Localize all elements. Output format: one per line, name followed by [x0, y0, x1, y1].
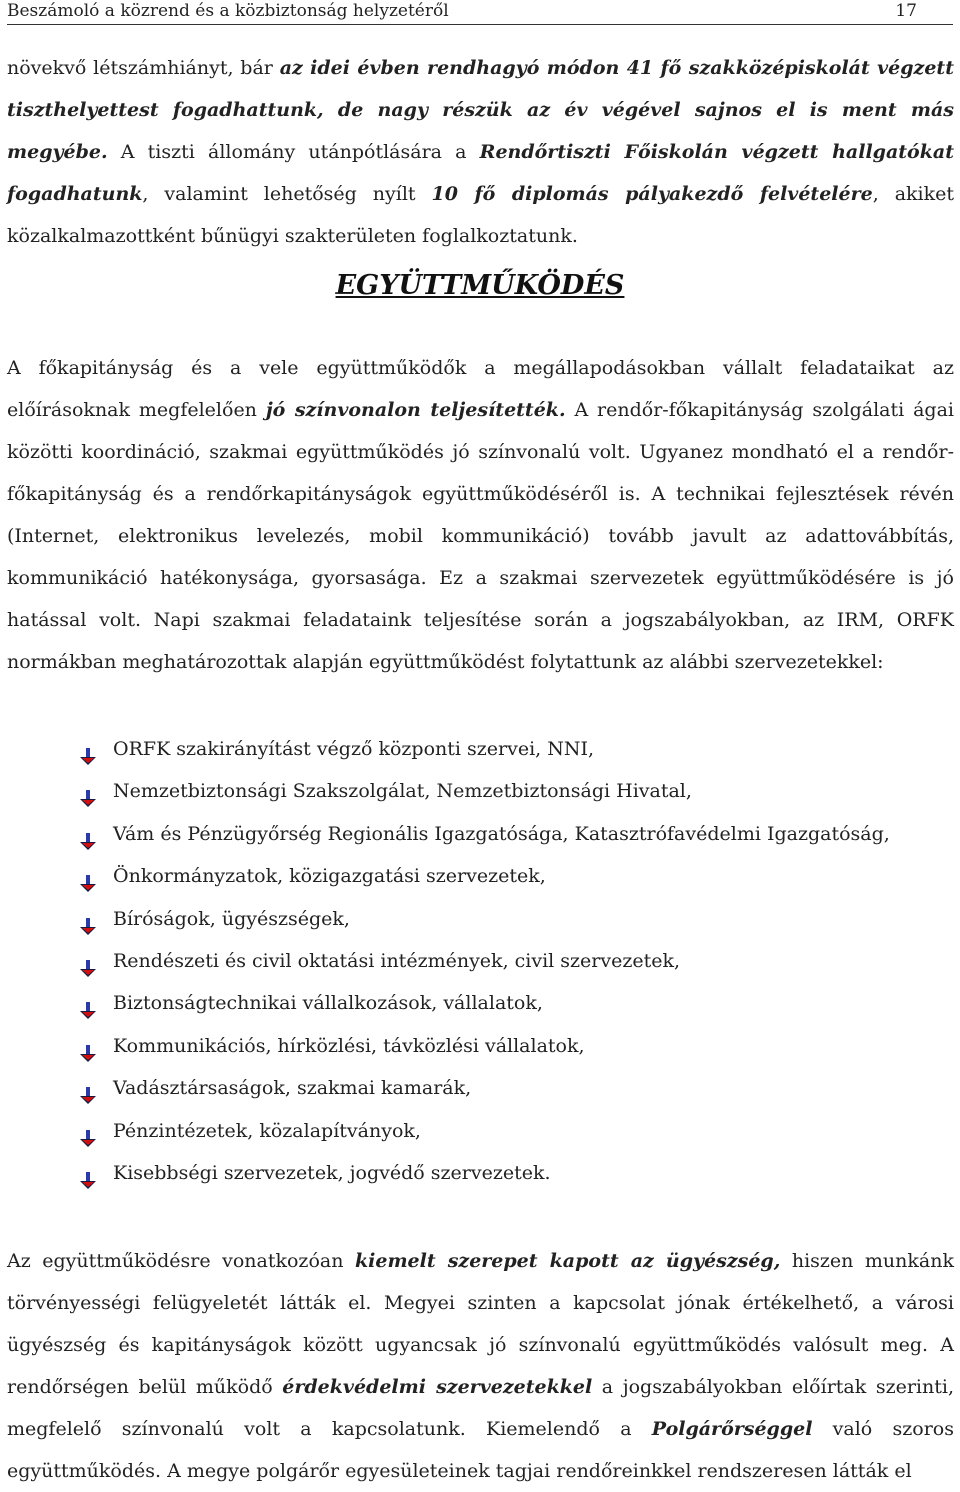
list-item-label: Vám és Pénzügyőrség Regionális Igazgatósága, Katasztrófavédelmi Igazgatóság, — [113, 822, 890, 845]
emphasis-run: Polgárőrséggel — [651, 1418, 813, 1440]
partner-list — [80, 728, 940, 1194]
emphasis-run: kiemelt szerepet kapott az ügyészség, — [354, 1250, 781, 1272]
arrow-down-bullet-icon — [80, 739, 96, 757]
list-item — [80, 940, 940, 982]
list-item-label: Biztonságtechnikai vállalkozások, vállalatok, — [113, 992, 543, 1015]
paragraph-staffing — [7, 47, 954, 257]
list-item — [80, 855, 940, 897]
list-item-label: ORFK szakirányítást végző központi szervei, NNI, — [113, 738, 595, 760]
text-run: való szoros együttműködés. A megye polgárőr egyesületeinek tagjai rendőreinkkel rendszeresen látták el — [7, 1418, 954, 1482]
text-run: A tiszti állomány utánpótlására a — [107, 141, 480, 163]
arrow-down-bullet-icon — [80, 824, 96, 842]
arrow-down-bullet-icon — [80, 1078, 96, 1096]
page-header — [7, 0, 953, 25]
list-item-label: Rendészeti és civil oktatási intézmények, civil szervezetek, — [113, 949, 681, 972]
list-item — [80, 1152, 940, 1194]
text-run: , valamint lehetőség nyílt — [142, 183, 432, 205]
arrow-down-bullet-icon — [80, 1163, 96, 1181]
list-item — [80, 898, 940, 940]
header-title: Beszámoló a közrend és a közbiztonság helyzetéről — [7, 1, 449, 21]
list-item-label: Nemzetbiztonsági Szakszolgálat, Nemzetbiztonsági Hivatal, — [113, 780, 692, 803]
text-run: , akiket közalkalmazottként bűnügyi szakterületen foglalkoztatunk. — [7, 183, 955, 247]
arrow-down-bullet-icon — [80, 909, 96, 927]
paragraph-cooperation — [7, 347, 954, 683]
list-item — [80, 813, 940, 855]
list-item — [80, 770, 940, 812]
arrow-down-bullet-icon — [80, 1121, 96, 1139]
arrow-down-bullet-icon — [80, 1036, 96, 1054]
emphasis-run: érdekvédelmi szervezetekkel — [282, 1376, 593, 1398]
list-item-label: Kisebbségi szervezetek, jogvédő szervezetek. — [113, 1161, 551, 1184]
text-run: A főkapitányság és a vele együttműködők a megállapodásokban vállalt feladataikat az előírásoknak megfelelően — [7, 357, 954, 421]
section-heading: EGYÜTTMŰKÖDÉS — [335, 270, 625, 301]
emphasis-run: 10 fő diplomás pályakezdő felvételére — [431, 183, 873, 205]
list-item-label: Kommunikációs, hírközlési, távközlési vállalatok, — [113, 1034, 585, 1057]
page-number: 17 — [895, 1, 917, 21]
text-run: növekvő létszámhiányt, bár — [7, 57, 280, 79]
list-item-label: Bíróságok, ügyészségek, — [113, 907, 350, 930]
emphasis-run: Rendőrtiszti Főiskolán végzett hallgatókat fogadhatunk — [7, 141, 954, 205]
text-run: Az együttműködésre vonatkozóan — [7, 1250, 355, 1272]
arrow-down-bullet-icon — [80, 993, 96, 1011]
list-item — [80, 1067, 940, 1109]
paragraph-prosecution — [7, 1240, 954, 1492]
arrow-down-bullet-icon — [80, 781, 96, 799]
list-item — [80, 1025, 940, 1067]
arrow-down-bullet-icon — [80, 951, 96, 969]
arrow-down-bullet-icon — [80, 866, 96, 884]
list-item-label: Önkormányzatok, közigazgatási szervezetek, — [113, 865, 546, 888]
list-item-label: Pénzintézetek, közalapítványok, — [113, 1119, 421, 1142]
emphasis-run: az idei évben rendhagyó módon 41 fő szakközépiskolát végzett tiszthelyettest fogadhattunk, de nagy részük az év végével sajnos el is ment más megyébe. — [7, 57, 954, 163]
list-item — [80, 982, 940, 1024]
text-run: a jogszabályokban előírtak szerinti, megfelelő színvonalú volt a kapcsolatunk. Kiemelendő a — [7, 1376, 954, 1440]
list-item — [80, 1110, 940, 1152]
list-item-label: Vadásztársaságok, szakmai kamarák, — [113, 1077, 472, 1100]
text-run: hiszen munkánk törvényességi felügyeletét látták el. Megyei szinten a kapcsolat jónak értékelhető, a városi ügyészség és kapitányságok között ugyancsak jó színvonalú együttműködés valósult meg. A rendőrségen belül működő — [7, 1250, 954, 1398]
list-item — [80, 728, 940, 770]
emphasis-run: jó színvonalon teljesítették. — [265, 399, 566, 421]
text-run: A rendőr-főkapitányság szolgálati ágai közötti koordináció, szakmai együttműködés jó színvonalú volt. Ugyanez mondható el a rendőr-főkapitányság és a rendőrkapitányságok együttműködéséről is. A technikai fejlesztések révén (Internet, elektronikus levelezés, mobil kommunikáció) tovább javult az adattovábbítás, kommunikáció hatékonysága, gyorsasága. Ez a szakmai szervezetek együttműködésére is jó hatással volt. Napi szakmai feladataink teljesítése során a jogszabályokban, az IRM, ORFK normákban meghatározottak alapján együttműködést folytattunk az alábbi szervezetekkel: — [7, 399, 954, 673]
